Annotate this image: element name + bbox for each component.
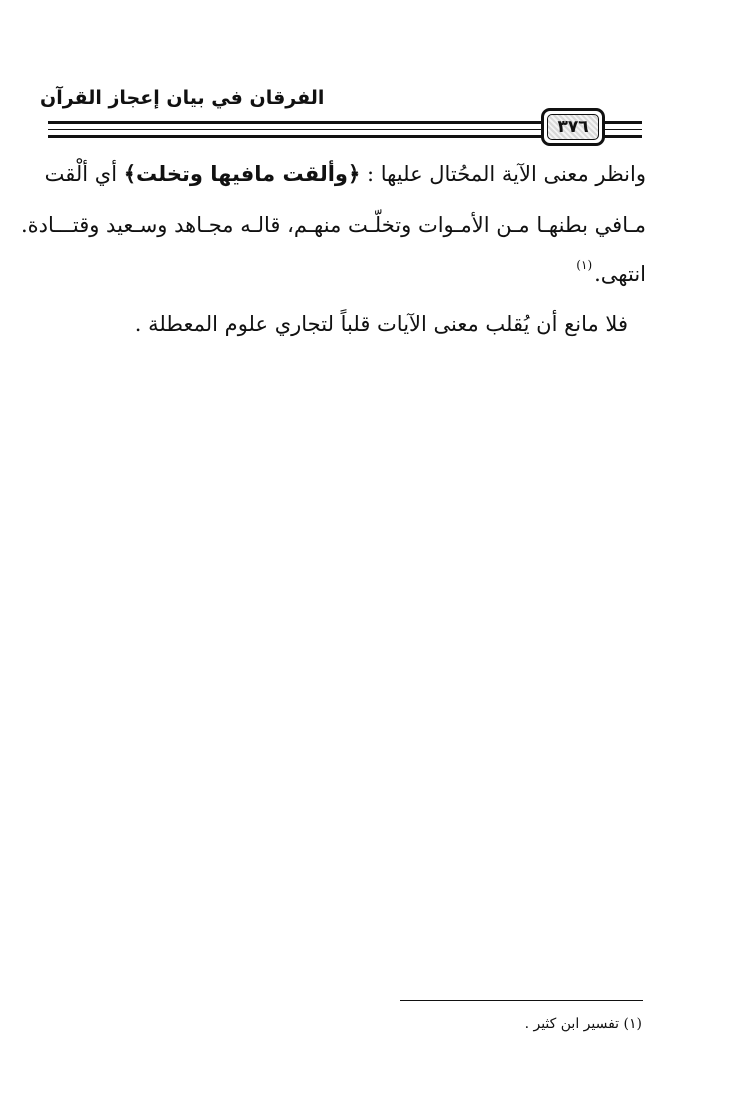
paragraph-1-line-2: مـافي بطنهـا مـن الأمـوات وتخلّـت منهـم، قالـه مجـاهد وسـعيد وقتـــادة. — [20, 213, 646, 237]
footnote-marker: (١) — [623, 1016, 642, 1032]
page-number-frame — [541, 108, 605, 146]
footnote — [525, 1016, 642, 1032]
paragraph-1-gloss-start: أي ألْقت — [44, 162, 124, 186]
paragraph-1-end-text: انتهى. — [594, 262, 646, 286]
paragraph-1-line-1 — [44, 162, 646, 186]
quran-verse: ﴿وألقت مافيها وتخلت﴾ — [123, 162, 361, 186]
footnote-reference: (١) — [576, 258, 593, 272]
running-title: الفرقان في بيان إعجاز القرآن — [40, 87, 325, 109]
footnote-separator — [400, 1000, 643, 1001]
paragraph-2: فلا مانع أن يُقلب معنى الآيات قلباً لتجاري علوم المعطلة . — [134, 312, 628, 336]
paragraph-1-line-3 — [576, 258, 646, 286]
paragraph-1-intro-text: وانظر معنى الآية المحُتال عليها : — [360, 162, 646, 186]
page-number: ٣٧٦ — [547, 114, 599, 140]
footnote-text: تفسير ابن كثير . — [524, 1016, 620, 1032]
